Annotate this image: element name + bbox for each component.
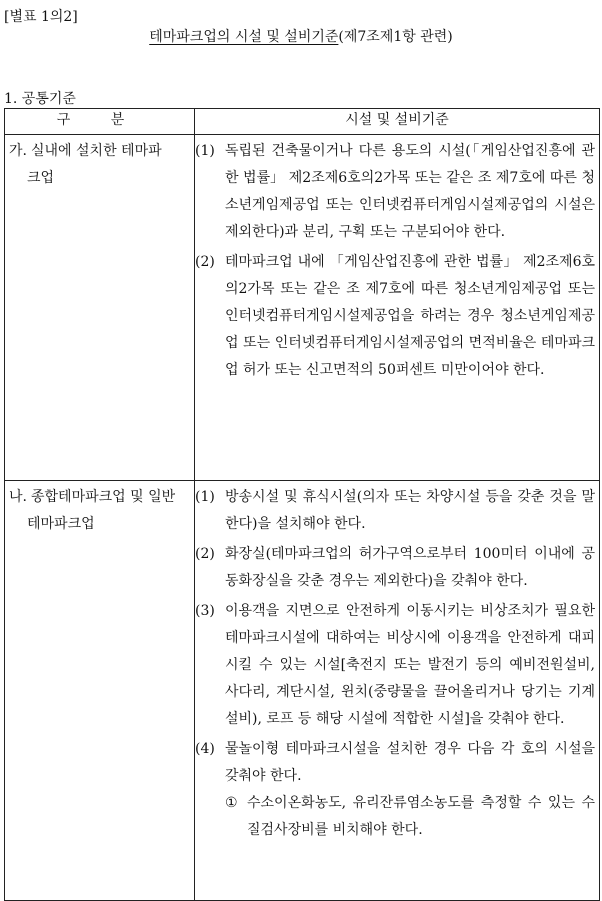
item-number: (1)	[195, 143, 215, 159]
subitem-text: 수소이온화농도, 유리잔류염소농도를 측정할 수 있는 수질검사장비를 비치해야 한다.	[247, 795, 595, 838]
item-text: 방송시설 및 휴식시설(의자 또는 차양시설 등을 갖춘 것을 말한다)을 설치해야 한다.	[225, 489, 595, 532]
standards-cell	[195, 135, 600, 481]
standards-table	[4, 108, 600, 901]
standards-cell	[195, 481, 600, 901]
document-title	[0, 26, 602, 46]
page-label: [별표 1의2]	[4, 9, 78, 25]
category-cell	[5, 135, 195, 481]
table-row	[5, 481, 600, 901]
column-header-standards: 시설 및 설비기준	[195, 109, 600, 135]
column-header-category: 구 분	[5, 109, 195, 135]
item-text: 화장실(테마파크업의 허가구역으로부터 100미터 이내에 공동화장실을 갖춘 경우는 제외한다)을 갖춰야 한다.	[225, 546, 595, 589]
item-text: 물놀이형 테마파크시설을 설치한 경우 다음 각 호의 시설을 갖춰야 한다.	[225, 741, 595, 784]
list-item	[195, 135, 599, 246]
item-number: (1)	[195, 489, 215, 505]
table-header-row	[5, 109, 600, 135]
category-label: 실내에 설치한 테마파	[31, 143, 162, 159]
list-item	[195, 733, 599, 790]
category-label-continued: 크업	[27, 170, 55, 186]
item-text: 이용객을 지면으로 안전하게 이동시키는 비상조치가 필요한 테마파크시설에 대하여는 비상시에 이용객을 안전하게 대피시킬 수 있는 시설[축전지 또는 발전기 등의 예비전원설비, 사다리, 계단시설, 윈치(중량물을 끌어올리거나 당기는 기계설비), 로프 등 해당 시설에 적합한 시설]을 갖춰야 한다.	[225, 603, 595, 727]
table-row	[5, 135, 600, 481]
item-text: 독립된 건축물이거나 다른 용도의 시설(「게임산업진흥에 관한 법률」 제2조제6호의2가목 또는 같은 조 제7호에 따른 청소년게임제공업 또는 인터넷컴퓨터게임시설제공업의 시설은 제외한다)과 분리, 구획 또는 구분되어야 한다.	[225, 143, 595, 240]
category-label-continued: 테마파크업	[27, 516, 95, 532]
category-mark: 가.	[9, 143, 27, 159]
item-text: 테마파크업 내에 「게임산업진흥에 관한 법률」 제2조제6호의2가목 또는 같은 조 제7호에 따른 청소년게임제공업 또는 인터넷컴퓨터게임시설제공업을 하려는 경우 청소년게임제공업 또는 인터넷컴퓨터게임시설제공업의 면적비율은 테마파크업 허가 또는 신고면적의 50퍼센트 미만이어야 한다.	[225, 254, 595, 378]
list-item	[195, 246, 599, 384]
category-mark: 나.	[9, 489, 27, 505]
section-heading: 1. 공통기준	[4, 91, 76, 107]
item-number: (2)	[195, 546, 215, 562]
sub-list-item	[195, 790, 599, 844]
category-label: 종합테마파크업 및 일반	[31, 489, 176, 505]
list-item	[195, 538, 599, 595]
subitem-number: ①	[225, 795, 238, 811]
item-number: (4)	[195, 741, 215, 757]
list-item	[195, 481, 599, 538]
item-number: (3)	[195, 603, 215, 619]
title-main: 테마파크업의 시설 및 설비기준	[149, 29, 339, 45]
title-reference: (제7조제1항 관련)	[338, 29, 453, 45]
item-number: (2)	[195, 254, 215, 270]
list-item	[195, 595, 599, 733]
category-cell	[5, 481, 195, 901]
